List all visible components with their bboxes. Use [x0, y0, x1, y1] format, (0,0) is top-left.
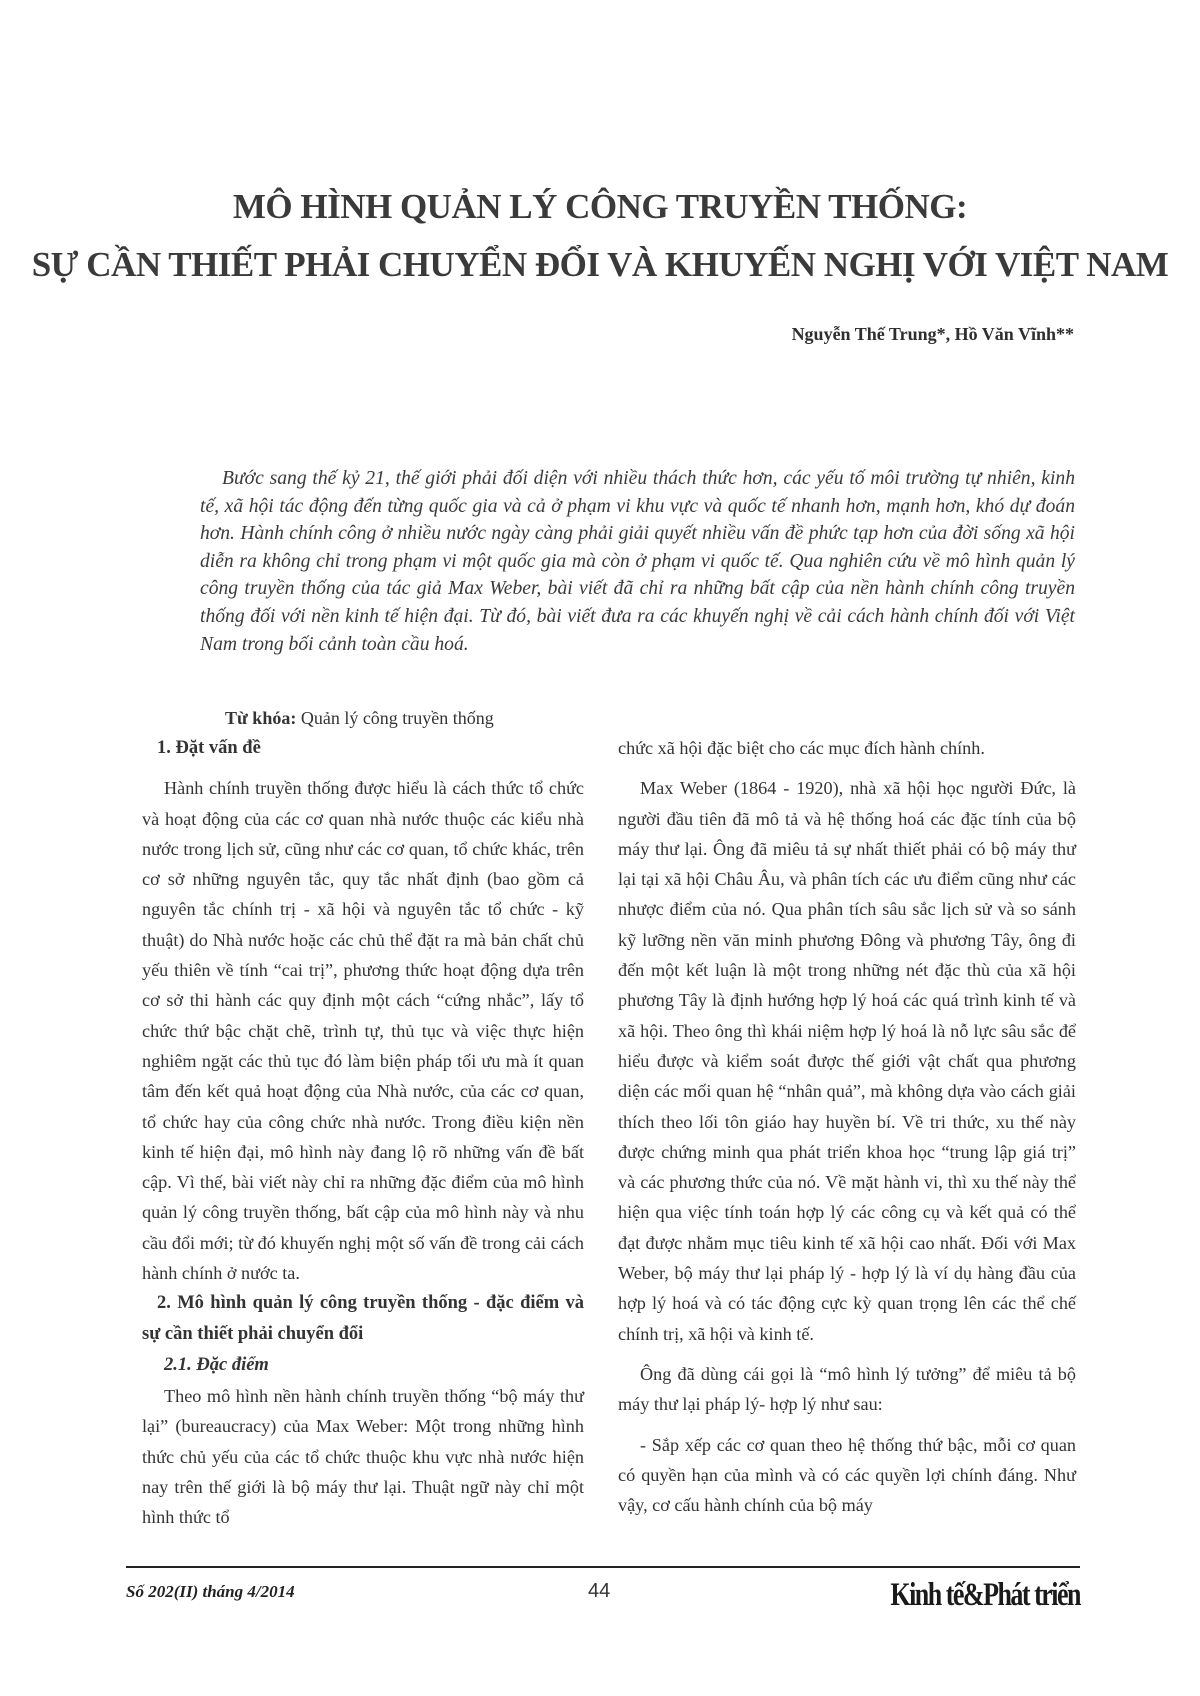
section-heading-1: 1. Đặt vấn đề	[157, 738, 261, 758]
authors: Nguyễn Thế Trung*, Hồ Văn Vĩnh**	[791, 324, 1074, 344]
keywords-label: Từ khóa:	[225, 708, 297, 728]
weber-paragraph: Max Weber (1864 - 1920), nhà xã hội học người Đức, là người đầu tiên đã mô tả và hệ thống hoá các đặc tính của bộ máy thư lại. Ông đã miêu tả sự nhất thiết phải có bộ máy thư lại tại xã hội Châu Âu, và phân tích các ưu điểm cũng như các nhược điểm của nó. Qua phân tích sâu sắc lịch sử và so sánh kỹ lưỡng nền văn minh phương Đông và phương Tây, ông đi đến một kết luận là một trong những nét đặc thù của xã hội phương Tây là định hướng hợp lý hoá các quá trình kinh tế và xã hội. Theo ông thì khái niệm hợp lý hoá là nỗ lực sâu sắc để hiểu được và kiểm soát được thế giới vật chất qua phương diện các mối quan hệ “nhân quả”, mà không dựa vào cách giải thích theo lối tôn giáo hay huyền bí. Về tri thức, xu thế này được chứng minh qua phát triển khoa học “trung lập giá trị” và các phương thức của nó. Về mặt hành vi, thì xu thế này thể hiện qua việc tính toán hợp lý các công cụ và kết quả có thể đạt được nhằm mục tiêu kinh tế xã hội cao nhất. Đối với Max Weber, bộ máy thư lại pháp lý - hợp lý là ví dụ hàng đầu của hợp lý hoá và có tác động cực kỳ quan trọng lên các thể chế chính trị, xã hội và kinh tế.	[618, 778, 1076, 1344]
issue-info: Số 202(II) tháng 4/2014	[126, 1582, 295, 1601]
page-number: 44	[588, 1580, 611, 1602]
continued-paragraph: chức xã hội đặc biệt cho các mục đích hành chính.	[618, 738, 985, 758]
keywords-value: Quản lý công truyền thống	[296, 708, 494, 728]
subsection-heading-2-1: 2.1. Đặc điểm	[164, 1354, 269, 1375]
left-column	[142, 733, 584, 1532]
right-column	[618, 733, 1076, 1520]
ideal-model-paragraph: Ông đã dùng cái gọi là “mô hình lý tưởng” để miêu tả bộ máy thư lại pháp lý- hợp lý như sau:	[618, 1363, 1076, 1415]
article-title	[0, 178, 1200, 294]
keywords	[225, 708, 494, 729]
hierarchy-paragraph: - Sắp xếp các cơ quan theo hệ thống thứ bậc, mỗi cơ quan có quyền hạn của mình và có các quyền lợi chính đáng. Như vậy, cơ cấu hành chính của bộ máy	[618, 1434, 1076, 1516]
abstract: Bước sang thế kỷ 21, thế giới phải đối diện với nhiều thách thức hơn, các yếu tố môi trường tự nhiên, kinh tế, xã hội tác động đến từng quốc gia và cả ở phạm vi khu vực và quốc tế nhanh hơn, mạnh hơn, khó dự đoán hơn. Hành chính công ở nhiều nước ngày càng phải giải quyết nhiều vấn đề phức tạp hơn của đời sống xã hội diễn ra không chỉ trong phạm vi một quốc gia mà còn ở phạm vi quốc tế. Qua nghiên cứu về mô hình quản lý công truyền thống của tác giả Max Weber, bài viết đã chỉ ra những bất cập của nền hành chính công truyền thống đối với nền kinh tế hiện đại. Từ đó, bài viết đưa ra các khuyến nghị về cải cách hành chính đối với Việt Nam trong bối cảnh toàn cầu hoá.	[200, 468, 1075, 655]
journal-logo: Kinh tế&Phát triển	[890, 1576, 1080, 1613]
page-footer	[126, 1576, 1080, 1613]
footer-divider	[126, 1566, 1080, 1568]
article-title-line-2: SỰ CẦN THIẾT PHẢI CHUYỂN ĐỔI VÀ KHUYẾN NGHỊ VỚI VIỆT NAM	[31, 245, 1169, 284]
section-2-1-paragraph: Theo mô hình nền hành chính truyền thống “bộ máy thư lại” (bureaucracy) của Max Weber: Một trong những hình thức chủ yếu của các tổ chức thuộc khu vực nhà nước hiện nay trên thế giới là bộ máy thư lại. Thuật ngữ này chỉ một hình thức tổ	[142, 1385, 584, 1528]
section-heading-2: 2. Mô hình quản lý công truyền thống - đặc điểm và sự cần thiết phải chuyển đổi	[142, 1293, 584, 1344]
section-1-paragraph: Hành chính truyền thống được hiểu là cách thức tổ chức và hoạt động của các cơ quan nhà nước thuộc các kiểu nhà nước trong lịch sử, cũng như các cơ quan, tổ chức khác, trên cơ sở những nguyên tắc, quy tắc nhất định (bao gồm cả nguyên tắc chính trị - xã hội và nguyên tắc tổ chức - kỹ thuật) do Nhà nước hoặc các chủ thể đặt ra mà bản chất chủ yếu thiên về tính “cai trị”, phương thức hoạt động dựa trên cơ sở thi hành các quy định một cách “cứng nhắc”, lấy tổ chức thứ bậc chặt chẽ, trình tự, thủ tục và việc thực hiện nghiêm ngặt các thủ tục đó làm biện pháp tối ưu mà ít quan tâm đến kết quả hoạt động của Nhà nước, của các cơ quan, tổ chức hay của công chức nhà nước. Trong điều kiện nền kinh tế hiện đại, mô hình này đang lộ rõ những vấn đề bất cập. Vì thế, bài viết này chỉ ra những đặc điểm của mô hình quản lý công truyền thống, bất cập của mô hình này và nhu cầu đổi mới; từ đó khuyến nghị một số vấn đề trong cải cách hành chính ở nước ta.	[142, 778, 584, 1284]
article-title-line-1: MÔ HÌNH QUẢN LÝ CÔNG TRUYỀN THỐNG:	[232, 187, 968, 226]
